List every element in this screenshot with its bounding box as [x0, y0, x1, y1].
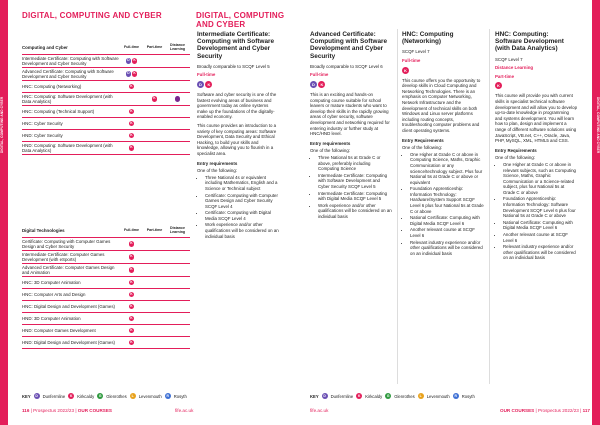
rosyth-campus-icon: R [454, 394, 457, 398]
course-name: HND: Digital Design and Development (Games) [22, 340, 115, 345]
course-advanced-certificate [310, 31, 392, 220]
entry-requirements-heading: Entry Requirements [495, 147, 537, 153]
prospectus-label: Prospectus 2022/23 [33, 408, 75, 413]
course-intermediate-certificate [197, 31, 279, 240]
table-row [22, 301, 190, 313]
distance-campus-icon [175, 96, 180, 101]
campus-cell-ft [120, 145, 143, 150]
right-spine [592, 0, 600, 425]
list-item: • Relevant industry experience and/or other qualifications will be considered on an individual basis [503, 244, 577, 261]
campus-cell-ft [120, 71, 143, 76]
campus-name: Rosyth [173, 393, 187, 399]
section-label: OUR COURSES [500, 408, 535, 413]
left-spine [0, 0, 8, 425]
key-label: KEY [22, 393, 31, 399]
list-item: • Intermediate Certificate: Computing with Digital Media SCQF Level 5 [318, 191, 392, 202]
course-hnc-software-development [495, 31, 577, 262]
study-mode: Full-time [402, 58, 421, 63]
list-item: • Certificate: Computing with Computer Games Design and Cyber Security SCQF Level 4 [205, 193, 279, 210]
course-description: This course provides an introduction to a variety of key computing areas: Software Development, Data Security and Ethical Hacking, to build your skills and knowledge, allowing you to flourish in a specialist area. [197, 122, 277, 156]
kirkcaldy-campus-icon: K [130, 327, 133, 332]
course-name: HND: Computing: Software Development (with Data Analytics) [22, 143, 113, 153]
scqf-level: Broadly comparable to SCQF Level 5 [197, 63, 270, 69]
study-mode: Full-time [310, 72, 329, 78]
entry-requirements-intro: One of the following: [310, 148, 351, 154]
kirkcaldy-campus-icon: K [130, 267, 133, 272]
course-name: HND: 3D Computer Animation [22, 316, 81, 321]
campus-cell-ft [120, 58, 143, 63]
kirkcaldy-campus-icon: K [318, 81, 325, 88]
glenrothes-campus-icon: G [98, 394, 102, 398]
table-row [22, 106, 190, 118]
column-header: Full-time [124, 228, 139, 232]
table-row [22, 142, 190, 155]
list-item: • Another relevant course at SCQF Level 6 [503, 232, 577, 243]
kirkcaldy-campus-icon: K [130, 132, 133, 137]
table-row [22, 325, 190, 337]
campus-cell-ft [120, 340, 143, 345]
kirkcaldy-campus-icon: K [130, 279, 133, 284]
column-header: Full-time [124, 45, 139, 49]
kirkcaldy-campus-icon: K [205, 81, 212, 88]
course-name: Certificate: Computing with Computer Games Design and Cyber Security [22, 239, 111, 249]
table-header [22, 40, 190, 55]
course-name: HNC: 3D Computer Animation [22, 280, 81, 285]
list-item: • Three National 4s or equivalent including Mathematics, English and a Science or Technical subject [205, 175, 279, 192]
course-name: HNC: Computing: Software Development (with Data Analytics) [22, 94, 113, 104]
entry-requirements-heading: Entry requirements [197, 160, 238, 166]
scqf-level: SCQF Level 7 [495, 56, 523, 62]
entry-requirements-intro: One of the following: [402, 145, 443, 151]
table-row [22, 313, 190, 325]
dunfermline-campus-icon: D [127, 71, 130, 76]
divider [489, 29, 490, 384]
dunfermline-campus-icon: D [127, 58, 130, 63]
campus-icons [197, 81, 279, 88]
campus-cell-ft [120, 328, 143, 333]
campus-name: Levenmouth [138, 393, 162, 399]
table-title: Digital Technologies [22, 227, 65, 233]
course-title: Intermediate Certificate: Computing with Software Development and Cyber Security [197, 31, 275, 60]
list-item: • Foundation Apprenticeship: Information Technology: Hardware/System Support SCQF Level 6 plus four National 5s at Grade C or above [410, 186, 484, 214]
entry-requirements-intro: One of the following: [197, 168, 238, 174]
campus-cell-ft [120, 121, 143, 126]
kirkcaldy-campus-icon: K [130, 108, 133, 113]
right-footer: OUR COURSES | Prospectus 2022/23 | 117 [500, 408, 590, 413]
kirkcaldy-campus-icon: K [133, 71, 136, 76]
table-row [22, 337, 190, 349]
list-item: • Work experience and/or other qualifications will be considered on an individual basis [318, 203, 392, 220]
entry-requirements-list [495, 162, 577, 261]
course-title: HNC: Computing (Networking) [402, 31, 454, 46]
scqf-level: Broadly comparable to SCQF Level 6 [310, 63, 383, 69]
campus-name: Dunfermline [330, 393, 354, 399]
campus-icons [402, 67, 484, 74]
scqf-level: SCQF Level 7 [402, 49, 430, 55]
kirkcaldy-campus-icon: K [130, 120, 133, 125]
column-header: Distance Learning [169, 226, 186, 234]
kirkcaldy-campus-icon: K [133, 58, 136, 63]
course-name: HNC: Digital Design and Development (Games) [22, 304, 115, 309]
campus-cell-ft [120, 84, 143, 89]
kirkcaldy-campus-icon: K [130, 315, 133, 320]
course-name: Advanced Certificate: Computer Games Design and Animation [22, 265, 115, 275]
left-spine-text: DIGITAL, COMPUTING AND CYBER [0, 96, 4, 154]
campus-cell-ft [120, 267, 143, 272]
campus-cell-ft [120, 109, 143, 114]
campus-key [22, 393, 187, 399]
kirkcaldy-campus-icon: K [357, 394, 361, 398]
dunfermline-campus-icon: D [197, 81, 204, 88]
campus-name: Levenmouth [426, 393, 450, 399]
course-title: Advanced Certificate: Computing with Software Development and Cyber Security [310, 31, 388, 60]
campus-cell-ft [120, 304, 143, 309]
page-header-secondary: DIGITAL, COMPUTING AND CYBER [196, 11, 285, 29]
course-name: HNC: Cyber Security [22, 121, 63, 126]
campus-name: Kirkcaldy [77, 393, 95, 399]
entry-requirements-heading: Entry requirements [310, 140, 351, 146]
list-item: • National Certificate: Computing with Digital Media SCQF Level 6 [410, 215, 484, 226]
website-link[interactable]: fife.ac.uk [310, 408, 329, 413]
page-number: 116 [22, 408, 30, 413]
list-item: • National Certificate: Computing with Digital Media SCQF Level 6 [503, 220, 577, 231]
course-name: HND: Cyber Security [22, 133, 63, 138]
kirkcaldy-campus-icon: K [495, 82, 502, 89]
course-title: HNC: Computing: Software Development (with Data Analytics) [495, 31, 564, 53]
computing-cyber-table [22, 40, 190, 155]
levenmouth-campus-icon: L [131, 394, 134, 398]
course-name: Intermediate Certificate: Computer Games Development (with eSports) [22, 252, 105, 262]
course-description: This is an exciting and hands-on computing course suitable for school leavers or mature students who want to develop their skills in the rapidly growing areas of cyber security, software development and networking required for entering industry or further study at HNC/HND level. [310, 92, 390, 137]
course-name: Intermediate Certificate: Computing with Software Development and Cyber Security [22, 56, 119, 66]
table-row [22, 118, 190, 130]
campus-icons [495, 82, 577, 89]
kirkcaldy-campus-icon: K [130, 291, 133, 296]
left-footer: 116 | Prospectus 2022/23 | OUR COURSES [22, 408, 112, 413]
entry-requirements-heading: Entry Requirements [402, 137, 444, 143]
right-spine-text: DIGITAL, COMPUTING AND CYBER [596, 96, 600, 154]
divider [397, 29, 398, 384]
page-header: DIGITAL, COMPUTING AND CYBER [22, 11, 162, 20]
list-item: • Relevant industry experience and/or other qualifications will be considered on an individual basis [410, 240, 484, 257]
campus-cell-ft [120, 316, 143, 321]
table-header [22, 223, 190, 238]
kirkcaldy-campus-icon: K [153, 96, 156, 101]
course-name: HNC: Computing (Technical Support) [22, 109, 95, 114]
course-name: HNC: Computing (Networking) [22, 84, 82, 89]
campus-cell-dl [166, 96, 189, 101]
table-title: Computing and Cyber [22, 44, 68, 50]
study-mode-secondary: Part-time [495, 73, 515, 79]
entry-requirements-list [402, 152, 484, 257]
table-row [22, 55, 190, 68]
table-row [22, 238, 190, 251]
campus-name: Rosyth [461, 393, 475, 399]
list-item: • Work experience and/or other qualifications will be considered on an individual basis [205, 222, 279, 239]
dunfermline-campus-icon: D [323, 394, 326, 398]
table-row [22, 93, 190, 106]
levenmouth-campus-icon: L [419, 394, 422, 398]
list-item: • Three National 5s at Grade C or above, preferably including Computing Science [318, 155, 392, 172]
campus-cell-ft [120, 254, 143, 259]
table-row [22, 289, 190, 301]
kirkcaldy-campus-icon: K [130, 241, 133, 246]
study-mode: Distance Learning [495, 65, 534, 71]
kirkcaldy-campus-icon: K [130, 303, 133, 308]
rosyth-campus-icon: R [166, 394, 169, 398]
course-name: HND: Computer Games Development [22, 328, 96, 333]
entry-requirements-list [197, 175, 279, 240]
study-mode: Full-time [197, 72, 216, 78]
page-number: 117 [582, 408, 590, 413]
campus-name: Glenrothes [394, 393, 415, 399]
campus-cell-ft [120, 292, 143, 297]
campus-name: Kirkcaldy [365, 393, 383, 399]
table-row [22, 81, 190, 93]
dunfermline-campus-icon: D [35, 394, 38, 398]
dunfermline-campus-icon: D [310, 81, 317, 88]
course-description: Software and cyber security is one of the fastest evolving areas of business and government today as online systems make up the foundations of the digitally-enabled economy. [197, 92, 277, 120]
course-name: Advanced Certificate: Computing with Software Development and Cyber Security [22, 69, 114, 79]
kirkcaldy-campus-icon: K [130, 254, 133, 259]
course-description: This course will provide you with current skills in specialist technical software development and will allow you to develop up-to-date knowledge in programming and systems development. You will learn how to plan, design and implement a range of different software solutions using JavaScript, VB.net, C++, Oracle, Java, PHP, MySQL, XML, HTML5 and CSS. [495, 93, 578, 144]
campus-cell-ft [120, 133, 143, 138]
list-item: • Intermediate Certificate: Computing with Software Development and Cyber Security SCQF Level 5 [318, 173, 392, 190]
glenrothes-campus-icon: G [386, 394, 390, 398]
campus-icons [310, 81, 392, 88]
list-item: • Foundation Apprenticeship: Information Technology: Software Development SCQF Level 6 plus four National 5s at Grade C or above [503, 196, 577, 218]
campus-cell-pt [143, 96, 166, 101]
column-header: Part-time [146, 228, 163, 232]
campus-name: Dunfermline [42, 393, 66, 399]
entry-requirements-list [310, 155, 392, 220]
digital-technologies-table [22, 223, 190, 349]
kirkcaldy-campus-icon: K [130, 83, 133, 88]
column-header: Distance Learning [169, 43, 186, 51]
prospectus-label: Prospectus 2022/23 [537, 408, 579, 413]
website-link[interactable]: fife.ac.uk [175, 408, 194, 413]
section-label: OUR COURSES [77, 408, 112, 413]
kirkcaldy-campus-icon: K [130, 339, 133, 344]
campus-name: Glenrothes [106, 393, 127, 399]
list-item: • One Higher at Grade C or above in relevant subjects, such as Computing Science, Maths, Graphic Communication or a Science-related subject, plus four National 5s at Grade C or above [503, 162, 577, 196]
key-label: KEY [310, 393, 319, 399]
table-row [22, 130, 190, 142]
campus-key [310, 393, 475, 399]
kirkcaldy-campus-icon: K [402, 67, 409, 74]
list-item: • Another relevant course at SCQF Level 6 [410, 227, 484, 238]
table-row [22, 277, 190, 289]
table-row [22, 264, 190, 277]
campus-cell-ft [120, 241, 143, 246]
kirkcaldy-campus-icon: K [69, 394, 73, 398]
column-header: Part-time [146, 45, 163, 49]
list-item: • One Higher at Grade C or above in Computing Science, Maths, Graphic Communication or any science/technology subject. Plus four National 5s at Grade C or above or equivalent [410, 152, 484, 186]
course-name: HNC: Computer Arts and Design [22, 292, 86, 297]
kirkcaldy-campus-icon: K [130, 145, 133, 150]
list-item: • Certificate: Computing with Digital Media SCQF Level 4 [205, 210, 279, 221]
table-row [22, 68, 190, 81]
campus-cell-ft [120, 280, 143, 285]
right-page [300, 0, 600, 425]
table-row [22, 251, 190, 264]
entry-requirements-intro: One of the following: [495, 155, 536, 161]
course-description: This course offers you the opportunity to develop skills in Cloud Computing and Networking Technologies. There is an emphasis on Computer Networking, Network Infrastructure and the development of technical skills on both Windows and Linux server platforms including routing concepts, troubleshooting computer problems and client operating systems. [402, 77, 481, 133]
course-hnc-networking [402, 31, 484, 257]
